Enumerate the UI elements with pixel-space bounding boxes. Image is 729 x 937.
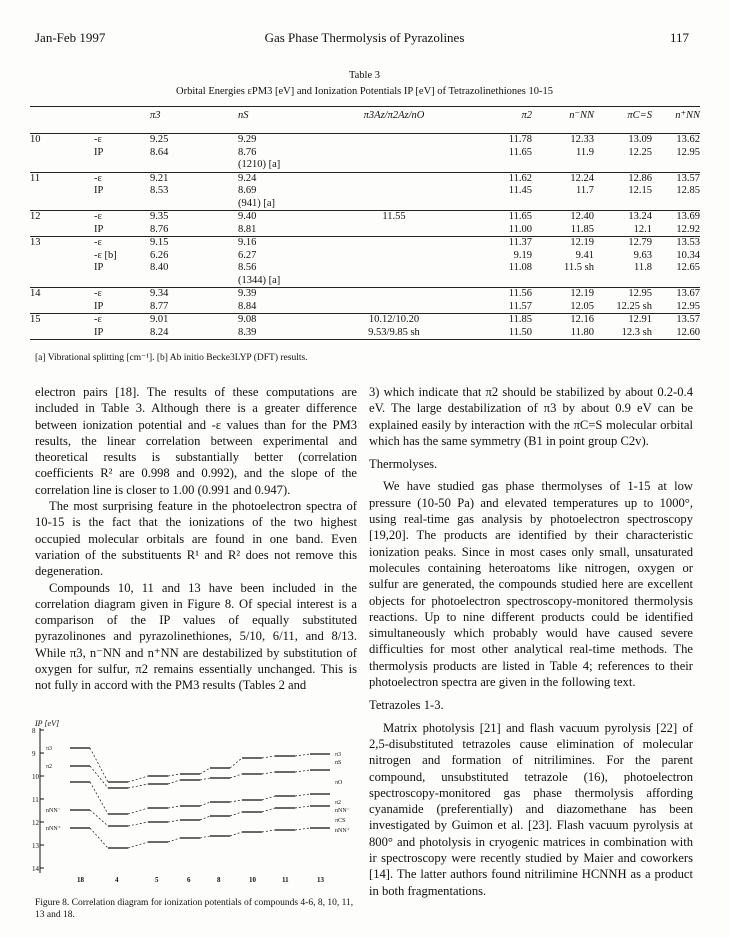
table-cell xyxy=(532,198,594,211)
table-cell: 13.09 xyxy=(628,134,652,145)
table-cell: 13.67 xyxy=(652,288,700,301)
table-cell: 12.92 xyxy=(676,223,700,235)
orbital-energy-table xyxy=(30,106,700,340)
correlation-diagram-figure xyxy=(30,718,370,896)
y-tick-label: 8 xyxy=(32,727,36,735)
table-col-header: π3Az/π2Az/nO xyxy=(334,107,454,134)
table-cell: -ε xyxy=(78,237,150,250)
table-col-header xyxy=(78,107,150,134)
table-row xyxy=(30,275,700,288)
correlation-line xyxy=(128,808,148,814)
correlation-line xyxy=(230,800,242,802)
table-cell: 13.57 xyxy=(652,314,700,327)
table-cell: -ε xyxy=(78,211,150,224)
table-cell: 13.53 xyxy=(652,237,700,250)
correlation-line xyxy=(90,828,108,848)
x-tick-label: 13 xyxy=(317,876,324,884)
table-row xyxy=(30,198,700,211)
table-row xyxy=(30,327,700,340)
paragraph: The most surprising feature in the photoelectron spectra of 10-15 is the fact that the ionizations of the two highest occupied molecular orbitals are found in one band. Even variation of the substituents R¹ and R² does not remove this degeneration. xyxy=(35,499,357,579)
table-cell xyxy=(30,262,78,275)
table-cell: 11.37 xyxy=(454,237,532,250)
table-cell: 11.50 xyxy=(454,327,532,340)
table-cell: 8.64 xyxy=(150,146,169,158)
table-col-header: nS xyxy=(238,107,334,134)
orbital-label-left: π2 xyxy=(46,764,53,770)
table-cell: 12.1 xyxy=(633,223,652,235)
correlation-line xyxy=(295,794,310,796)
table-cell: 8.76 xyxy=(238,146,257,158)
paragraph: electron pairs [18]. The results of these computations are included in Table 3. Although there is a greater difference between ionization potential and -ε values than for the PM3 results, the linear correlation between experimental and theoretical results is substantially better (correlation coefficients R² are 0.998 and 0.992), and the slope of the correlation line is closer to 1.00 (0.991 and 0.947). xyxy=(35,385,357,497)
table-cell: 8.53 xyxy=(150,185,169,196)
table-cell: 9.39 xyxy=(238,288,334,301)
correlation-line xyxy=(262,830,275,832)
table-cell xyxy=(334,262,454,275)
table-cell: 12.91 xyxy=(594,314,652,327)
table-cell: 11.9 xyxy=(576,146,594,158)
table-cell xyxy=(652,275,700,288)
table-cell xyxy=(454,159,532,172)
orbital-labels xyxy=(46,746,350,834)
table-cell: 9.16 xyxy=(238,237,334,250)
table-cell: 8.24 xyxy=(150,327,238,340)
table-row xyxy=(30,237,700,250)
figure-caption: Figure 8. Correlation diagram for ionization potentials of compounds 4-6, 8, 10, 11, 13 and 18. xyxy=(35,898,354,920)
correlation-line xyxy=(295,770,310,772)
table-cell xyxy=(150,159,238,172)
correlation-line xyxy=(230,832,242,836)
orbital-label-right: πCS xyxy=(335,818,346,824)
correlation-line xyxy=(200,836,210,838)
table-cell xyxy=(78,198,150,211)
table-row xyxy=(30,262,700,275)
table-cell: 8.84 xyxy=(238,300,257,312)
table-cell xyxy=(30,147,78,160)
table-cell: 12.79 xyxy=(594,237,652,250)
x-tick-label: 6 xyxy=(187,876,191,884)
table-cell: 9.41 xyxy=(575,249,594,261)
table-cell xyxy=(334,288,454,301)
table-cell: 11.85 xyxy=(570,223,594,235)
correlation-line xyxy=(295,806,310,808)
orbital-label-right: nS xyxy=(335,760,342,766)
table-cell: 8.56 xyxy=(238,262,257,273)
table-cell xyxy=(594,198,652,211)
orbital-label-right: π2 xyxy=(335,800,342,806)
table-cell xyxy=(334,159,454,172)
table-cell: 6.26 xyxy=(150,249,169,261)
section-heading: Thermolyses. xyxy=(369,457,438,472)
correlation-line xyxy=(168,774,180,776)
table-cell xyxy=(30,250,78,263)
table-cell: 9.25 xyxy=(150,134,169,145)
table-cell xyxy=(334,172,454,185)
table-cell: IP xyxy=(94,146,104,158)
table-cell xyxy=(30,224,78,237)
correlation-line xyxy=(90,748,108,782)
x-tick-label: 11 xyxy=(282,876,289,884)
table-caption: Orbital Energies εPM3 [eV] and Ionization Potentials IP [eV] of Tetrazolinethiones 10-15 xyxy=(175,86,553,97)
table-cell: 9.29 xyxy=(238,134,257,145)
level-lines xyxy=(70,748,330,848)
table-cell: -ε xyxy=(78,288,150,301)
paragraph: 3) which indicate that π2 should be stabilized by about 0.2-0.4 eV. The large destabilization of π3 by about 0.9 eV can be explained easily by interaction with the πC=S molecular orbital which has the same symmetry (B1 in point group C2v). xyxy=(369,385,693,448)
table-row xyxy=(30,224,700,237)
table-cell xyxy=(652,159,700,172)
table-cell: 9.34 xyxy=(150,288,238,301)
table-cell: 10.12/10.20 xyxy=(334,314,454,327)
table-cell: 14 xyxy=(30,288,78,301)
correlation-line xyxy=(128,776,148,782)
table-cell: 11.57 xyxy=(508,300,532,312)
correlation-line xyxy=(230,758,242,768)
x-tick-label: 18 xyxy=(77,876,84,884)
section-heading: Tetrazoles 1-3. xyxy=(369,698,444,713)
table-cell: 12.40 xyxy=(532,211,594,224)
paragraph: Matrix photolysis [21] and flash vacuum pyrolysis [22] of 2,5-disubstituted tetrazoles cause elimination of molecular nitrogen and formation of nitrilimines. For the parent compound, unsubstituted tetrazole (16), photoelectron spectroscopy-monitored gas phase thermolysis affording cyanamide (preferentially) and diazomethane has been investigated by Guimon et al. [23]. Flash vacuum pyrolysis at 800° and photolysis in cryogenic matrices in combination with ir spectroscopy were recently studied by Maier and coworkers [14]. The latter authors found nitrilimine HCNNH as a product in both fragmentations. xyxy=(369,720,693,898)
table-cell: 12.60 xyxy=(652,327,700,340)
table-cell: 13 xyxy=(30,237,78,250)
y-tick-label: 9 xyxy=(32,750,36,758)
table-cell: 12.24 xyxy=(532,172,594,185)
table-cell: 9.63 xyxy=(633,249,652,261)
table-col-header: π3 xyxy=(150,107,238,134)
table-row xyxy=(30,185,700,198)
table-cell: 12 xyxy=(30,211,78,224)
correlation-line xyxy=(168,820,180,822)
x-tick-label: 5 xyxy=(155,876,159,884)
y-tick-label: 13 xyxy=(32,842,39,850)
table-cell: 12.05 xyxy=(570,300,594,312)
x-tick-label: 8 xyxy=(217,876,221,884)
paragraph: Compounds 10, 11 and 13 have been included in the correlation diagram given in Figure 8. Of special interest is a comparison of the IP values of equally substituted pyrazolinones and pyrazolinethiones, 5/10, 6/11, and 8/13. While π3, n⁻NN and n⁺NN are destabilized by substitution of oxygen for sulfur, π2 remains essentially unchanged. This is not fully in accord with the PM3 results (Tables 2 and xyxy=(35,580,357,693)
table-cell: 11.80 xyxy=(532,327,594,340)
orbital-label-right: nNN⁻ xyxy=(335,808,350,814)
table-cell: 11.65 xyxy=(454,211,532,224)
table-cell: 10.34 xyxy=(676,249,700,261)
table-cell: 13.69 xyxy=(652,211,700,224)
table-cell: 11 xyxy=(30,172,78,185)
correlation-line xyxy=(200,768,210,774)
table-cell xyxy=(30,275,78,288)
table-row xyxy=(30,314,700,327)
table-cell: 11.00 xyxy=(508,223,532,235)
table-cell: 11.55 xyxy=(334,211,454,224)
correlation-line xyxy=(200,816,210,820)
y-tick-label: 14 xyxy=(32,865,39,873)
table-cell: 9.21 xyxy=(150,172,238,185)
table-cell: 13.57 xyxy=(652,172,700,185)
correlation-line xyxy=(90,782,108,814)
table-cell: -ε xyxy=(94,134,102,145)
table-cell xyxy=(454,198,532,211)
table-cell: (1344) [a] xyxy=(238,274,281,286)
correlation-line xyxy=(262,796,275,800)
body-column-left xyxy=(35,384,357,694)
table-row xyxy=(30,288,700,301)
table-cell: 15 xyxy=(30,314,78,327)
table-col-header: π2 xyxy=(454,107,532,134)
table-cell: 9.01 xyxy=(150,314,238,327)
table-cell xyxy=(30,185,78,198)
table-col-header: n⁻NN xyxy=(532,107,594,134)
table-cell: -ε [b] xyxy=(94,249,117,261)
page-number: 117 xyxy=(669,30,689,45)
y-tick-group xyxy=(32,727,44,873)
table-cell: -ε xyxy=(78,314,150,327)
correlation-line xyxy=(200,802,210,806)
table-cell: 12.25 sh xyxy=(616,300,652,312)
table-cell: IP xyxy=(94,300,104,312)
table-cell: 12.16 xyxy=(532,314,594,327)
table-row xyxy=(30,159,700,172)
table-cell: -ε xyxy=(78,172,150,185)
table-cell xyxy=(532,275,594,288)
correlation-line xyxy=(90,810,108,826)
table-cell xyxy=(334,250,454,263)
table-cell xyxy=(532,159,594,172)
running-header-title: Gas Phase Thermolysis of Pyrazolines xyxy=(264,30,465,45)
table-row xyxy=(30,250,700,263)
orbital-label-left: nNN⁺ xyxy=(46,826,61,832)
table-row xyxy=(30,172,700,185)
table-col-header: πC=S xyxy=(594,107,652,134)
table-cell xyxy=(334,275,454,288)
table-cell: 12.25 xyxy=(628,146,652,158)
y-axis-label: IP [eV] xyxy=(35,719,60,728)
correlation-line xyxy=(262,808,275,812)
table-cell: 9.08 xyxy=(238,314,334,327)
table-cell: 8.77 xyxy=(150,300,169,312)
table-cell: 9.19 xyxy=(513,249,532,261)
table-cell xyxy=(30,159,78,172)
correlation-line xyxy=(168,780,180,784)
table-cell: 11.45 xyxy=(508,185,532,196)
table-cell: 12.19 xyxy=(532,288,594,301)
table-cell: (941) [a] xyxy=(238,197,276,209)
table-cell: 8.39 xyxy=(238,327,334,340)
correlation-line xyxy=(295,828,310,830)
correlation-line xyxy=(128,784,148,788)
table-cell xyxy=(334,134,454,147)
table-cell: 12.95 xyxy=(676,146,700,158)
table-row xyxy=(30,134,700,147)
table-cell: 11.56 xyxy=(454,288,532,301)
table-cell: 9.53/9.85 sh xyxy=(334,327,454,340)
correlation-line xyxy=(230,774,242,778)
correlation-line xyxy=(262,756,275,758)
table-cell: 12.3 sh xyxy=(594,327,652,340)
table-cell: 11.5 sh xyxy=(564,262,594,273)
table-label: Table 3 xyxy=(348,70,381,81)
table-col-header: n⁺NN xyxy=(652,107,700,134)
table-cell xyxy=(334,147,454,160)
table-cell: 9.15 xyxy=(150,237,238,250)
table-cell: (1210) [a] xyxy=(238,159,281,170)
correlation-line xyxy=(200,778,210,780)
y-tick-label: 11 xyxy=(32,796,39,804)
table-cell: IP xyxy=(94,262,104,273)
table-col-header xyxy=(30,107,78,134)
table-cell: 11.8 xyxy=(634,262,652,273)
table-cell xyxy=(334,224,454,237)
table-cell xyxy=(150,275,238,288)
orbital-label-right: πO xyxy=(335,780,343,786)
table-cell: 8.81 xyxy=(238,223,257,235)
table-cell: 12.19 xyxy=(532,237,594,250)
table-row xyxy=(30,211,700,224)
table-cell xyxy=(30,327,78,340)
x-tick-label: 4 xyxy=(115,876,119,884)
table-header-row xyxy=(30,107,700,134)
table-cell xyxy=(334,301,454,314)
table-cell xyxy=(30,198,78,211)
table-cell: IP xyxy=(78,327,150,340)
correlation-line xyxy=(128,842,148,848)
table-cell: 9.35 xyxy=(150,211,238,224)
table-cell xyxy=(78,159,150,172)
table-cell: 8.69 xyxy=(238,185,257,196)
table-cell: 10 xyxy=(30,134,41,145)
correlation-line xyxy=(230,812,242,816)
table-cell: 8.76 xyxy=(150,223,169,235)
running-header-date: Jan-Feb 1997 xyxy=(35,30,106,45)
table-cell: 11.08 xyxy=(508,262,532,273)
table-cell xyxy=(454,275,532,288)
correlation-line xyxy=(295,754,310,756)
table-cell: 6.27 xyxy=(238,249,257,261)
table-cell xyxy=(334,198,454,211)
x-tick-label: 10 xyxy=(249,876,256,884)
table-cell: IP xyxy=(94,223,104,235)
table-cell: 12.95 xyxy=(594,288,652,301)
orbital-label-left: nNN⁻ xyxy=(46,808,61,814)
table-cell: 9.24 xyxy=(238,172,334,185)
table-cell xyxy=(594,275,652,288)
correlation-line xyxy=(168,838,180,842)
table-cell xyxy=(652,198,700,211)
table-cell: 11.85 xyxy=(454,314,532,327)
table-row xyxy=(30,301,700,314)
table-cell xyxy=(78,275,150,288)
orbital-label-right: π3 xyxy=(335,752,342,758)
table-cell: 12.33 xyxy=(570,134,594,145)
table-cell: 12.95 xyxy=(676,300,700,312)
y-tick-label: 10 xyxy=(32,773,39,781)
table-cell: IP xyxy=(94,185,104,196)
table-cell: 11.7 xyxy=(576,185,594,196)
table-cell xyxy=(594,159,652,172)
table-cell xyxy=(334,185,454,198)
x-tick-group xyxy=(77,876,325,884)
table-cell xyxy=(150,198,238,211)
table-body xyxy=(30,134,700,340)
table-cell: 12.65 xyxy=(676,262,700,273)
table-footnote: [a] Vibrational splitting [cm⁻¹]. [b] Ab initio Becke3LYP (DFT) results. xyxy=(35,353,308,363)
table-cell: 11.62 xyxy=(454,172,532,185)
table-cell: 13.62 xyxy=(676,134,700,145)
correlation-line xyxy=(168,806,180,808)
table-cell xyxy=(30,301,78,314)
table-cell: 12.86 xyxy=(594,172,652,185)
table-cell: 12.85 xyxy=(676,185,700,196)
table-cell: 9.40 xyxy=(238,211,334,224)
table-row xyxy=(30,147,700,160)
orbital-label-right: nNN⁺ xyxy=(335,828,350,834)
y-tick-label: 12 xyxy=(32,819,39,827)
table-cell: 11.65 xyxy=(508,146,532,158)
table-cell: 11.78 xyxy=(508,134,532,145)
correlation-line xyxy=(262,772,275,774)
table-cell: 13.24 xyxy=(594,211,652,224)
table-cell: 8.40 xyxy=(150,262,169,273)
correlation-line xyxy=(128,822,148,826)
body-column-right xyxy=(369,384,693,899)
orbital-label-left: π3 xyxy=(46,746,53,752)
table-cell: 12.15 xyxy=(628,185,652,196)
paragraph: We have studied gas phase thermolyses of 1-15 at low pressure (10-50 Pa) and elevated temperatures up to 1000°, using real-time gas analysis by photoelectron spectroscopy [19,20]. The products are identified by their characteristic ionization peaks. Since in most cases only small, unsaturated molecules containing heteroatoms like nitrogen, oxygen or sulfur are generated, the compounds studied here are excellent objects for photoelectron spectroscopy-monitored thermolysis reactions. Up to nine different products could be identified simultaneously which probably would have caused severe difficulties for most other analytical real-time methods. The thermolysis products are listed in Table 4; references to their photoelectron spectra are given in the following text. xyxy=(369,479,693,690)
table-cell xyxy=(334,237,454,250)
